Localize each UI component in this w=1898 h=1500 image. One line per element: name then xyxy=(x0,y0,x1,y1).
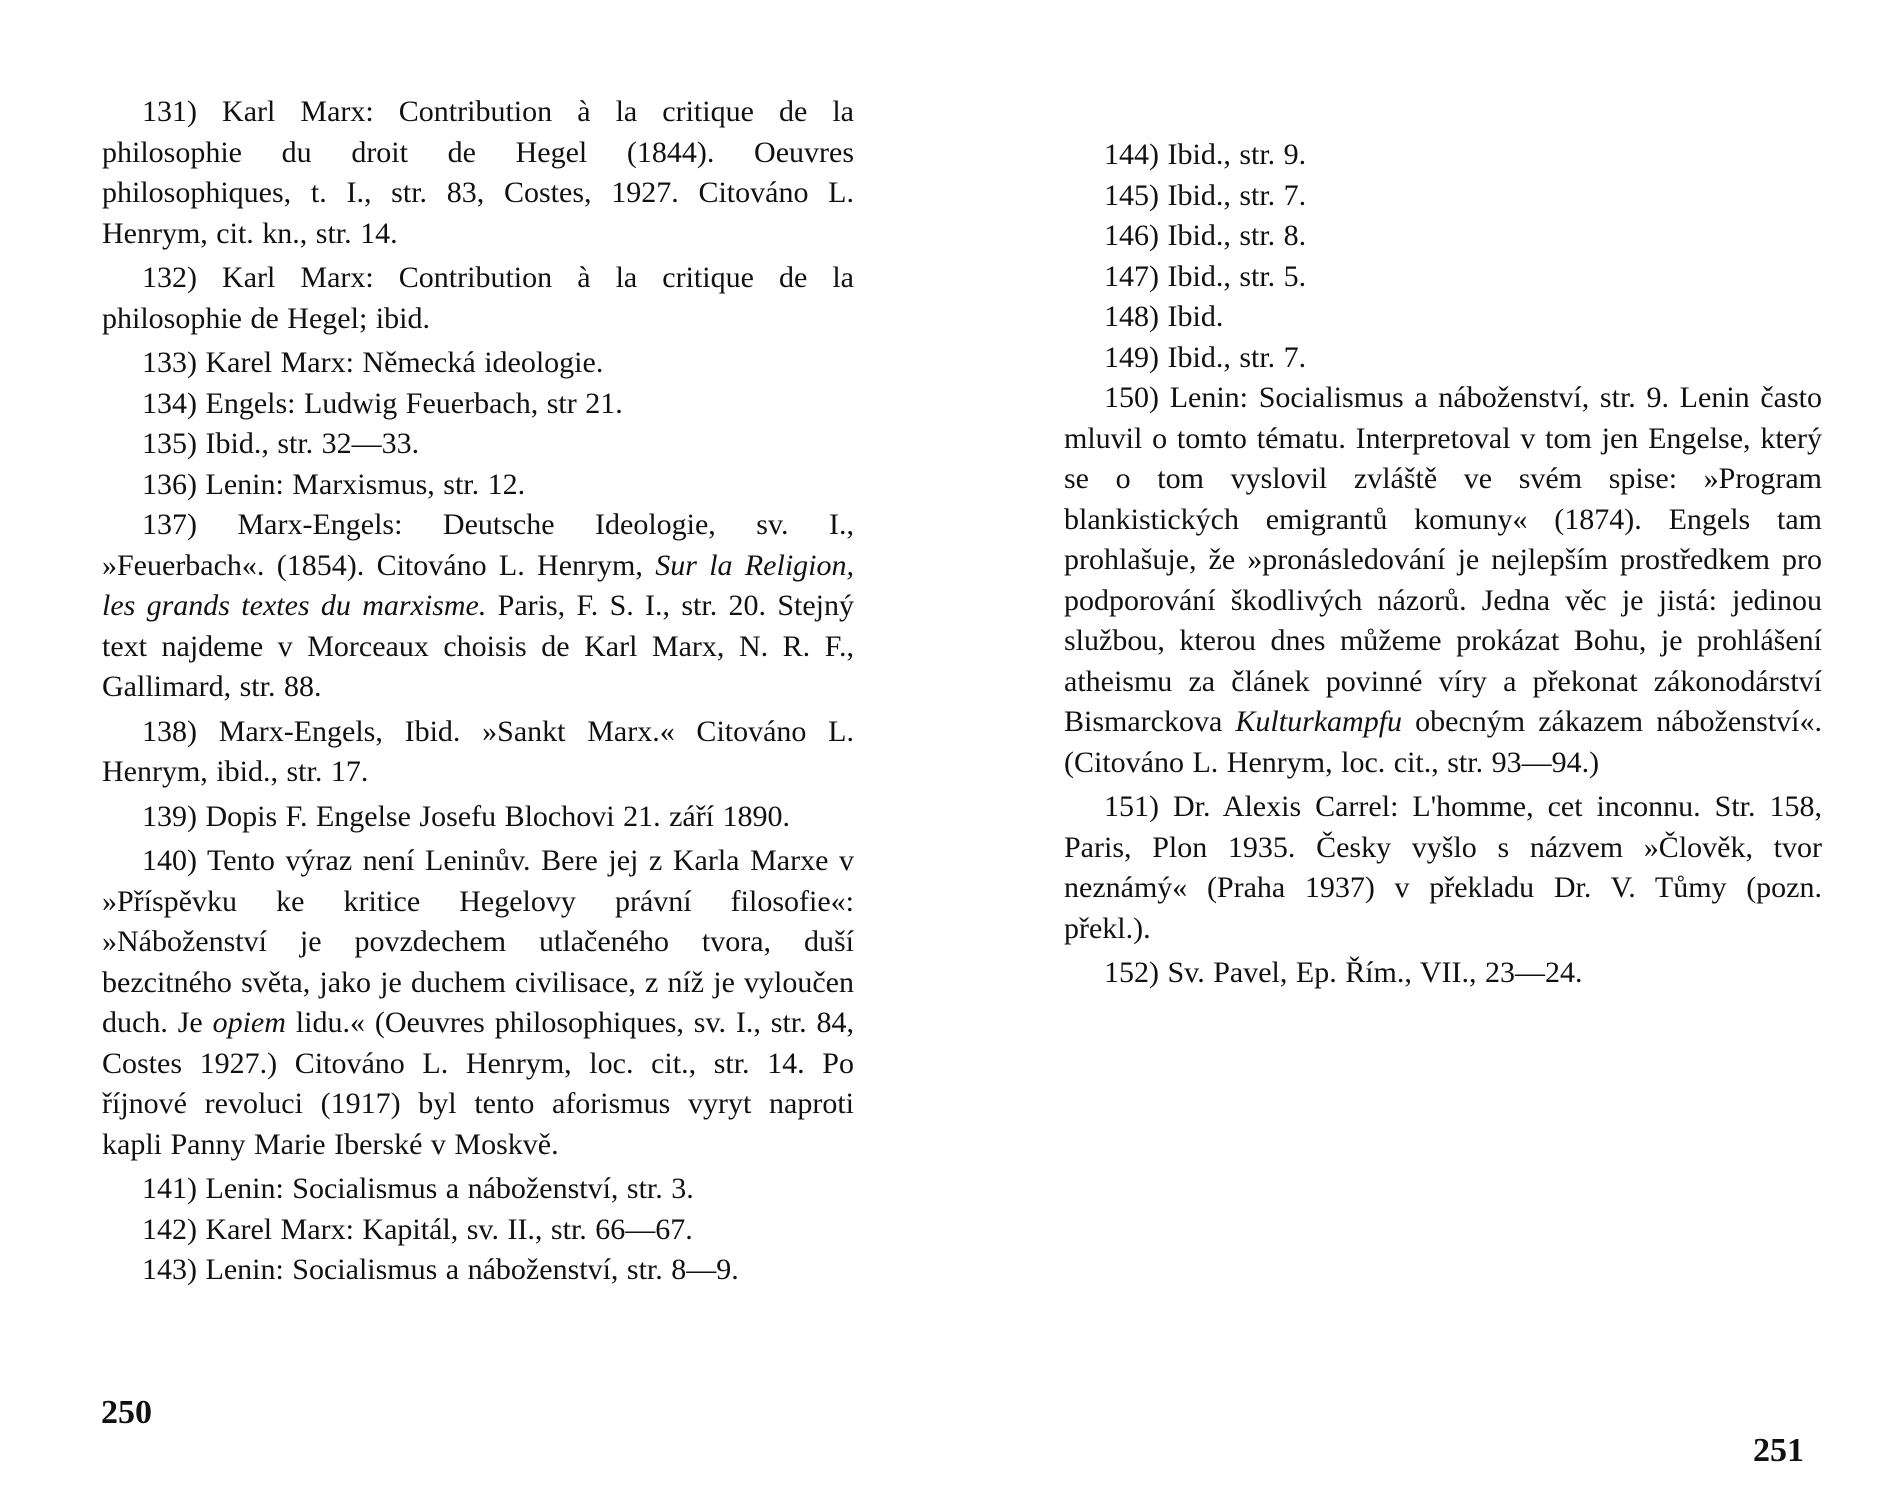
footnote-146: 146) Ibid., str. 8. xyxy=(1104,219,1307,252)
footnote-149: 149) Ibid., str. 7. xyxy=(1104,340,1307,374)
footnote-138: 138) Marx-Engels, Ibid. »Sankt Marx.« Citováno L. Henrym, ibid., str. 17. xyxy=(102,714,854,788)
footnote-150-text: 150) Lenin: Socialismus a náboženství, str. 9. Lenin často mluvil o tomto tématu. Interpretoval v tom jen Engelse, který se o tom vyslovil zvláště ve svém spise: »Program blankistických emigrantů komuny« (1874). Engels tam prohlašuje, že »pronásledování je nejlepším prostředkem pro podporování škodlivých názorů. Jedna věc je jistá: jedinou službou, kterou dnes můžeme prokázat Bohu, je prohlášení atheismu za článek povinné víry a překonat zákonodárství Bismarckova xyxy=(1064,381,1822,738)
footnote-137-rest: Paris, F. S. I., str. 20. Stejný text najdeme v Morceaux choisis de Karl Marx, N. R. F., Gallimard, str. 88. xyxy=(102,589,854,703)
footnote-135: 135) Ibid., str. 32—33. xyxy=(142,427,420,460)
page-number-left: 250 xyxy=(101,1394,152,1431)
footnote-143: 143) Lenin: Socialismus a náboženství, str. 8—9. xyxy=(142,1253,739,1286)
footnotes-right xyxy=(1064,135,1822,998)
footnote-142: 142) Karel Marx: Kapitál, sv. II., str. 66—67. xyxy=(142,1212,693,1246)
footnote-133: 133) Karel Marx: Německá ideologie. xyxy=(142,346,604,379)
footnote-132: 132) Karl Marx: Contribution à la critique de la philosophie de Hegel; ibid. xyxy=(102,261,854,335)
footnote-145: 145) Ibid., str. 7. xyxy=(1104,178,1307,212)
footnote-140-text: 140) Tento výraz není Leninův. Bere jej z Karla Marxe v »Příspěvku ke kritice Hegelovy právní filosofie«: »Náboženství je povzdechem utlačeného tvora, duší bezcitného světa, jako je duchem civilisace, z níž je vyloučen duch. Je xyxy=(102,844,854,1039)
footnote-150 xyxy=(1064,378,1822,783)
footnote-150-emphasis: Kulturkampfu xyxy=(1235,705,1403,738)
footnote-140-emphasis: opiem xyxy=(212,1006,286,1039)
footnote-140 xyxy=(102,841,854,1165)
footnote-137-text: 137) Marx-Engels: Deutsche Ideologie, sv. I., »Feuerbach«. (1854). Citováno L. Henrym, xyxy=(102,508,854,582)
footnote-151: 151) Dr. Alexis Carrel: L'homme, cet inconnu. Str. 158, Paris, Plon 1935. Česky vyšlo s názvem »Člověk, tvor neznámý« (Praha 1937) v překladu Dr. V. Tůmy (pozn. překl.). xyxy=(1064,790,1822,945)
footnote-147: 147) Ibid., str. 5. xyxy=(1104,259,1307,293)
footnote-137 xyxy=(102,505,854,708)
right-page xyxy=(949,0,1898,1500)
footnote-152: 152) Sv. Pavel, Ep. Řím., VII., 23—24. xyxy=(1104,956,1583,989)
footnote-137-title: Sur la Religion, les grands textes du marxisme. xyxy=(102,548,854,622)
footnote-141: 141) Lenin: Socialismus a náboženství, str. 3. xyxy=(142,1172,694,1205)
page-number-right: 251 xyxy=(1753,1432,1804,1469)
footnote-150-rest: obecným zákazem náboženství«. (Citováno L. Henrym, loc. cit., str. 93—94.) xyxy=(1064,705,1823,779)
footnote-134: 134) Engels: Ludwig Feuerbach, str 21. xyxy=(142,386,623,420)
footnote-131: 131) Karl Marx: Contribution à la critique de la philosophie du droit de Hegel (1844). Oeuvres philosophiques, t. I., str. 83, Costes, 1927. Citováno L. Henrym, cit. kn., str. 14. xyxy=(102,95,854,250)
footnotes-left xyxy=(102,92,854,1291)
footnote-136: 136) Lenin: Marxismus, str. 12. xyxy=(142,467,526,501)
footnote-140-rest: lidu.« (Oeuvres philosophiques, sv. I., str. 84, Costes 1927.) Citováno L. Henrym, loc. cit., str. 14. Po říjnové revoluci (1917) byl tento aforismus vyryt naproti kapli Panny Marie Iberské v Moskvě. xyxy=(102,1006,854,1161)
footnote-144: 144) Ibid., str. 9. xyxy=(1104,138,1307,171)
footnote-148: 148) Ibid. xyxy=(1104,300,1224,333)
footnote-139: 139) Dopis F. Engelse Josefu Blochovi 21. září 1890. xyxy=(142,799,791,833)
